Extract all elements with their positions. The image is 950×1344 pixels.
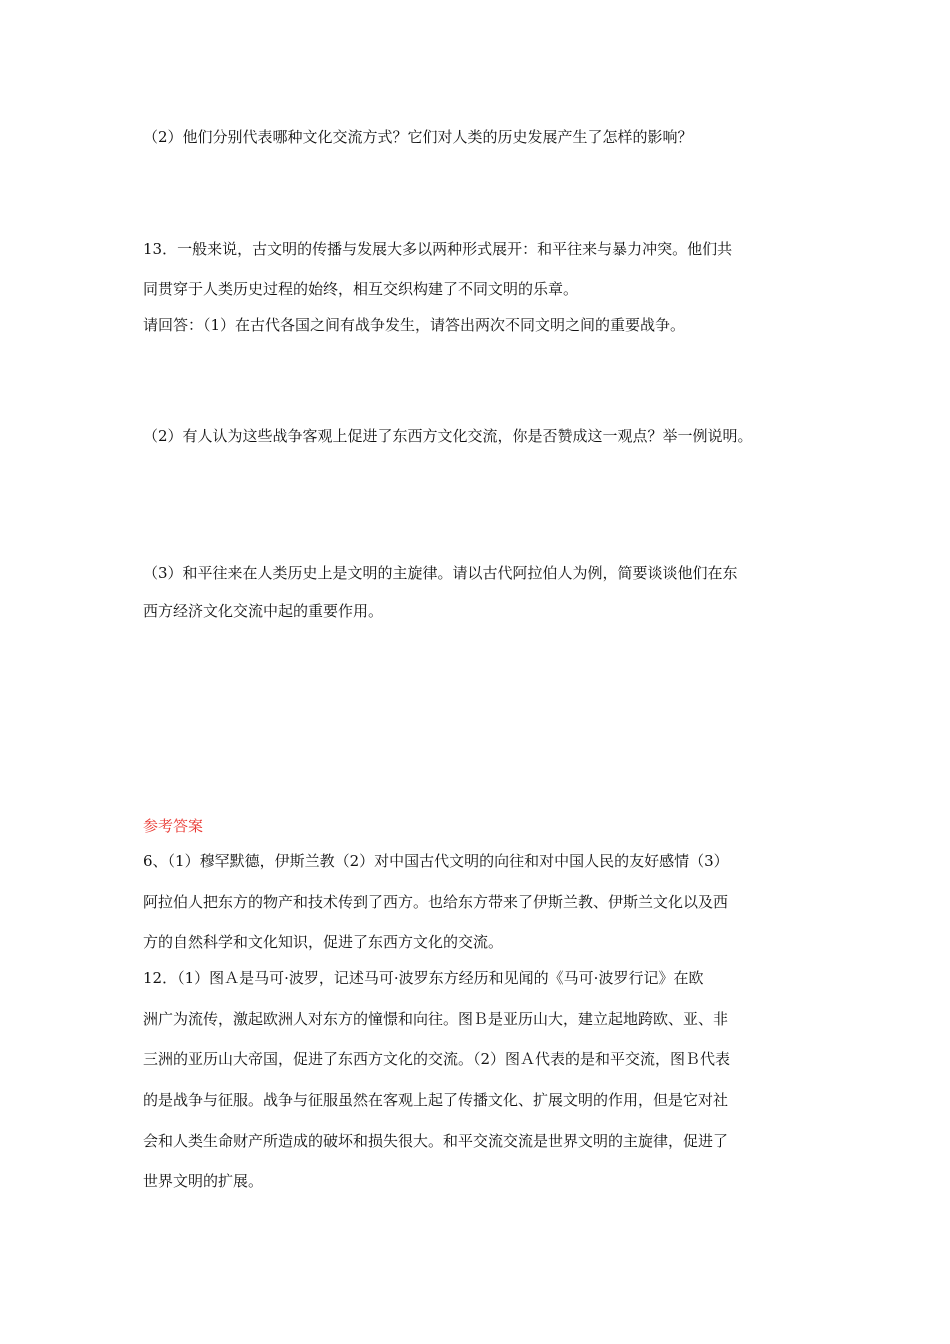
- answer-12-line5: 会和人类生命财产所造成的破坏和损失很大。和平交流交流是世界文明的主旋律，促进了: [143, 1132, 729, 1150]
- answer-12-line6: 世界文明的扩展。: [143, 1172, 264, 1190]
- q13-intro-line2: 同贯穿于人类历史过程的始终，相互交织构建了不同文明的乐章。: [143, 280, 579, 298]
- answer-12-line2: 洲广为流传，激起欧洲人对东方的憧憬和向往。图Ｂ是亚历山大，建立起地跨欧、亚、非: [143, 1010, 729, 1028]
- q13-part3-line2: 西方经济文化交流中起的重要作用。: [143, 602, 384, 620]
- answer-12-line1: 12．（1）图Ａ是马可·波罗，记述马可·波罗东方经历和见闻的《马可·波罗行记》在欧: [143, 969, 704, 987]
- q12-part2: （2）他们分别代表哪种文化交流方式？它们对人类的历史发展产生了怎样的影响？: [143, 128, 693, 146]
- q13-part2: （2）有人认为这些战争客观上促进了东西方文化交流，你是否赞成这一观点？举一例说明。: [143, 427, 753, 445]
- answers-heading: 参考答案: [143, 817, 204, 835]
- q13-intro-line1: 13．一般来说，古文明的传播与发展大多以两种形式展开：和平往来与暴力冲突。他们共: [143, 240, 733, 258]
- answer-6-line2: 阿拉伯人把东方的物产和技术传到了西方。也给东方带来了伊斯兰教、伊斯兰文化以及西: [143, 893, 729, 911]
- answer-12-line3: 三洲的亚历山大帝国，促进了东西方文化的交流。（2）图Ａ代表的是和平交流，图Ｂ代表: [143, 1050, 731, 1068]
- answer-12-line4: 的是战争与征服。战争与征服虽然在客观上起了传播文化、扩展文明的作用，但是它对社: [143, 1091, 729, 1109]
- q13-part1: 请回答：（1）在古代各国之间有战争发生，请答出两次不同文明之间的重要战争。: [143, 316, 686, 334]
- answer-6-line3: 方的自然科学和文化知识，促进了东西方文化的交流。: [143, 933, 504, 951]
- q13-part3-line1: （3）和平往来在人类历史上是文明的主旋律。请以古代阿拉伯人为例，简要谈谈他们在东: [143, 564, 738, 582]
- answer-6-line1: 6、（1）穆罕默德，伊斯兰教（2）对中国古代文明的向往和对中国人民的友好感情（3）: [143, 852, 729, 870]
